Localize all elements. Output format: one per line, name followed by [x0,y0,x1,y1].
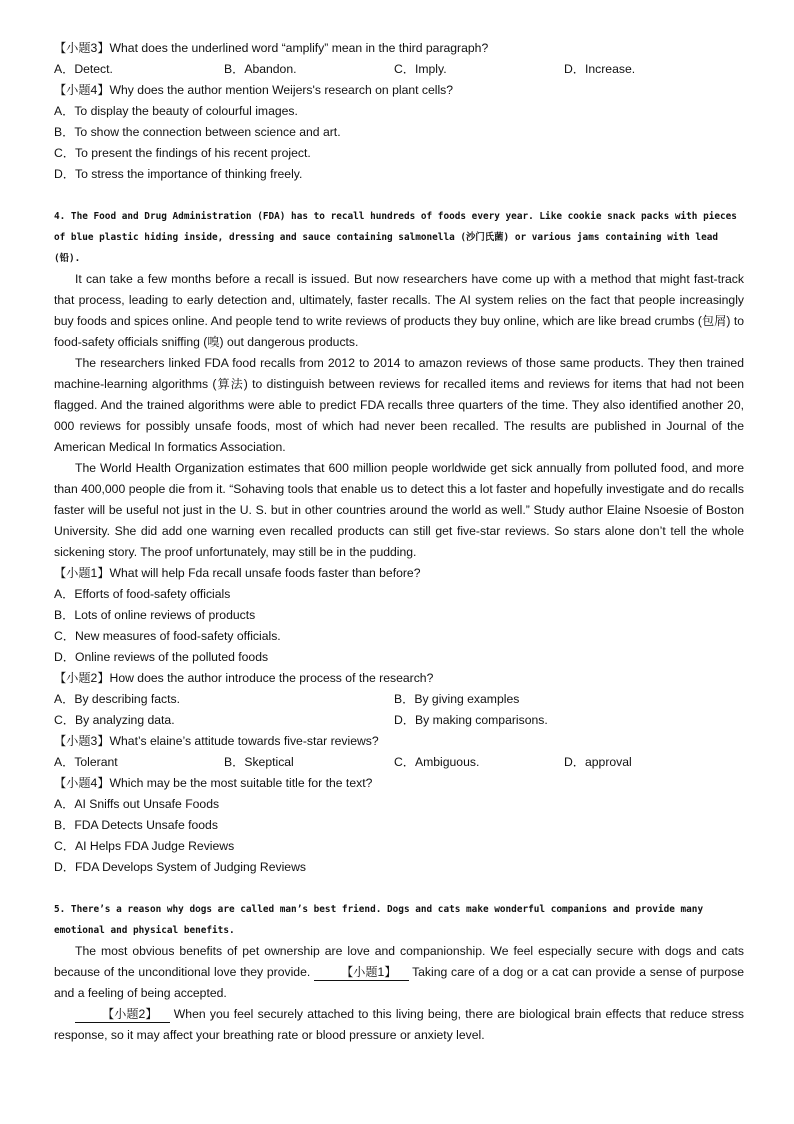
paragraph: The researchers linked FDA food recalls from 2012 to 2014 to amazon reviews of those same products. They then trained machine-learning algorithms (算法) to distinguish between reviews for recalled items and reviews for items that had not been flagged. And the trained algorithms were able to predict FDA recalls three quarters of the time. They also identified another 20, 000 reviews for possibly unsafe foods, most of which had never been recalled. The results are published in Journal of the American Medical In formatics Association. [54,356,744,454]
paragraph: The World Health Organization estimates that 600 million people worldwide get sick annually from polluted food, and more than 400,000 people die from it. “Sohaving tools that enable us to detect this a lot faster and hopefully investigate and do recalls faster will be useful not just in the U. S. but in other countries around the world as well.” Study author Elaine Nsoesie of Boston University. She did add one warning even recalled products can still get five-star reviews. So stars alone don’t tell the whole sickening story. The proof unfortunately, may still be in the pudding. [54,461,744,559]
question-stem: 【小题3】What’s elaine’s attitude towards five-star reviews? [54,734,379,748]
option: B．Abandon. [224,62,297,76]
options-row [54,710,744,731]
option: A．Detect. [54,62,113,76]
option: D．Online reviews of the polluted foods [54,650,269,664]
option: B．FDA Detects Unsafe foods [54,818,218,832]
option: D．FDA Develops System of Judging Reviews [54,860,306,874]
passage-intro: 4. The Food and Drug Administration (FDA) has to recall hundreds of foods every year. Like cookie snack packs with pieces of blue plastic hiding inside, dressing and sauce containing salmonella (沙门氏菌) or various jams containing with lead (铅). [54,211,737,264]
option: B．To show the connection between science and art. [54,125,341,139]
option: D．By making comparisons. [394,713,548,727]
question-stem: 【小题1】What will help Fda recall unsafe foods faster than before? [54,566,421,580]
paragraph-text: The most obvious benefits of pet ownership are love and companionship. We feel especially secure with dogs and cats because of the unconditional love they provide. [54,944,744,979]
option: A．By describing facts. [54,692,180,706]
option: B．By giving examples [394,692,520,706]
option: A．AI Sniffs out Unsafe Foods [54,797,220,811]
blank-2[interactable]: 【小题2】 [75,1007,170,1023]
question-stem: 【小题2】How does the author introduce the process of the research? [54,671,434,685]
paragraph-text: Taking care of a dog or a cat can provide a sense of purpose and a feeling of being accepted. [54,965,744,1000]
options-row [54,752,744,773]
option: C．By analyzing data. [54,713,175,727]
passage-intro: 5. There’s a reason why dogs are called man’s best friend. Dogs and cats make wonderful companions and provide many emotional and physical benefits. [54,904,704,936]
options-row [54,689,744,710]
option: A．Efforts of food-safety officials [54,587,231,601]
paragraph-text: When you feel securely attached to this living being, there are biological brain effects that reduce stress response, so it may affect your breathing rate or blood pressure or anxiety level. [54,1007,745,1042]
option: C．Ambiguous. [394,755,480,769]
option: D．approval [564,755,632,769]
option: C．New measures of food-safety officials. [54,629,281,643]
option: C．Imply. [394,62,447,76]
option: C．To present the findings of his recent project. [54,146,311,160]
option: C．AI Helps FDA Judge Reviews [54,839,235,853]
question-stem: 【小题3】What does the underlined word “amplify” mean in the third paragraph? [54,41,489,55]
blank-1[interactable]: 【小题1】 [314,965,409,981]
question-stem: 【小题4】Which may be the most suitable title for the text? [54,776,373,790]
options-row [54,59,744,80]
option: A．Tolerant [54,755,118,769]
paragraph: It can take a few months before a recall is issued. But now researchers have come up with a method that might fast-track that process, leading to early detection and, ultimately, faster recalls. The AI system relies on the fact that people increasingly buy foods and spices online. And people tend to write reviews of products they buy online, which are like bread crumbs (包屑) to food-safety officials sniffing (嗅) out dangerous products. [54,272,744,349]
paragraph [54,1004,744,1046]
paragraph [54,941,744,1004]
option: B．Skeptical [224,755,294,769]
option: B．Lots of online reviews of products [54,608,256,622]
option: A．To display the beauty of colourful images. [54,104,298,118]
document-page [54,38,744,1046]
question-stem: 【小题4】Why does the author mention Weijers's research on plant cells? [54,83,454,97]
option: D．Increase. [564,62,636,76]
option: D．To stress the importance of thinking freely. [54,167,303,181]
